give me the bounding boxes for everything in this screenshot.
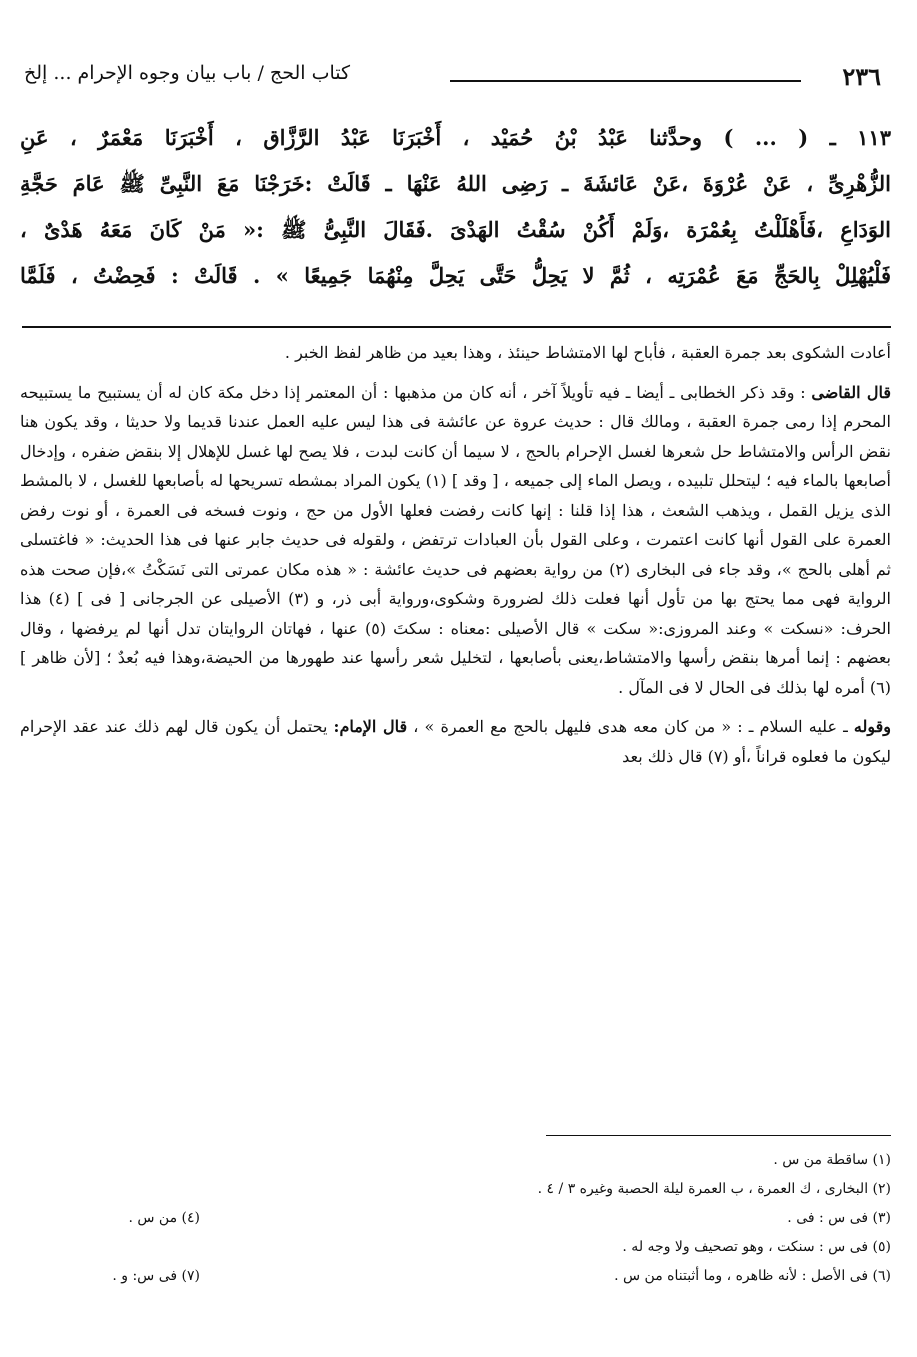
footnote-row bbox=[20, 1175, 891, 1204]
footnote-row bbox=[20, 1146, 891, 1175]
page-number: ٢٣٦ bbox=[842, 62, 881, 91]
hadith-line: فَلْيُهْلِلْ بِالحَجِّ مَعَ عُمْرَتِه ، ثُمَّ لا يَحِلُّ حَتَّى يَحِلَّ مِنْهُمَا جَمِيعًا » . قَالَتْ : فَحِضْتُ ، فَلَمَّا bbox=[20, 263, 891, 288]
footnote-row bbox=[20, 1204, 891, 1233]
section-divider bbox=[22, 326, 891, 328]
hadith-text bbox=[20, 115, 891, 299]
speaker-label: قال القاضى bbox=[811, 382, 891, 402]
footnote: (١) ساقطة من س . bbox=[773, 1152, 891, 1168]
commentary-paragraph bbox=[20, 378, 891, 703]
footnote bbox=[20, 1175, 200, 1204]
running-title: كتاب الحج / باب بيان وجوه الإحرام ... إلخ bbox=[24, 62, 351, 84]
speaker-label: قال الإمام: bbox=[333, 717, 408, 736]
footnotes bbox=[20, 1146, 891, 1291]
commentary-paragraph: أعادت الشكوى بعد جمرة العقبة ، فأباح لها الامتشاط حينئذ ، وهذا بعيد من ظاهر لفظ الخبر . bbox=[284, 343, 891, 362]
paragraph-text: يحتمل أن يكون قال لهم ذلك عند عقد الإحرام ليكون ما فعلوه قراناً ،أو (٧) قال ذلك بعد bbox=[20, 717, 891, 766]
footnote bbox=[20, 1146, 200, 1175]
footnote-row bbox=[20, 1233, 891, 1262]
header-rule bbox=[450, 80, 801, 82]
footnote-divider bbox=[546, 1135, 891, 1136]
hadith-line: الوَدَاعِ ،فَأَهْلَلْتُ بِعُمْرَة ،وَلَمْ أَكُنْ سُقْتُ الهَدْىَ .فَقَالَ النَّبِىُّ ﷺ :« مَنْ كَانَ مَعَهُ هَدْىٌ ، bbox=[20, 217, 891, 242]
footnote: (٧) فى س: و . bbox=[112, 1268, 200, 1284]
hadith-line: الزُّهْرِىِّ ، عَنْ عُرْوَةَ ،عَنْ عَائشَةَ ـ رَضِى اللهُ عَنْهَا ـ قَالَتْ :خَرَجْنَا مَعَ النَّبِىِّ ﷺ عَامَ حَجَّةِ bbox=[20, 171, 891, 196]
commentary-paragraph bbox=[20, 712, 891, 771]
commentary-text bbox=[20, 338, 891, 771]
paragraph-text: ـ عليه السلام ـ : « من كان معه هدى فليهل بالحج مع العمرة » ، bbox=[407, 717, 854, 736]
footnote: (٤) من س . bbox=[128, 1210, 200, 1226]
footnote: (٣) فى س : فى . bbox=[787, 1210, 891, 1226]
running-header bbox=[20, 58, 891, 92]
footnote: (٥) فى س : سنكت ، وهو تصحيف ولا وجه له . bbox=[622, 1239, 891, 1255]
hadith-line: ١١٣ ـ ( ... ) وحدَّثنا عَبْدُ بْنُ حُمَيْد ، أَخْبَرَنَا عَبْدُ الرَّزَّاق ، أَخْبَرَنَا مَعْمَرٌ ، عَنِ bbox=[20, 125, 891, 150]
speaker-label: وقوله bbox=[853, 717, 892, 736]
footnote bbox=[20, 1233, 200, 1262]
footnote: (٢) البخارى ، ك العمرة ، ب العمرة ليلة الحصبة وغيره ٣ / ٤ . bbox=[537, 1181, 891, 1197]
paragraph-text: : وقد ذكر الخطابى ـ أيضا ـ فيه تأويلاً آخر ، أنه كان من مذهبها : أن المعتمر إذا دخل مكة كان له أن يستبيح ما يستبيحه المحرم إذا رمى جمرة العقبة ، ومالك قال : حديث عروة عن عائشة فى هذا ليس عليه العمل عندنا قديما ولا حديثا ، وقد يكون هنا نقض الرأس والامتشاط حل شعرها لغسل الإحرام بالحج ، لا سيما أن كانت لبدت ، فلا يصح لها غسل للإهلال إلا بنقض ضفره ، وإدخال أصابعها بالماء فيه ؛ ليتحلل تلبيده ، ويصل الماء إلى جميعه ، [ وقد ] (١) يكون المراد بمشطه تسريحها له بأصابعها للغسل ، لا بالمشط الذى يزيل القمل ، ويذهب الشعث ، هذا إذا قلنا : إنها كانت رفضت فعلها الأول من حج ، ونوت فسخه فى العمرة ، أو نوت رفض العمرة على القول أنها كانت اعتمرت ، وعلى القول بأن العبادات ترتفض ، ولقوله فى حديث جابر عنها فى هذا الحديث: « فاغتسلى ثم أهلى بالحج »، وقد جاء فى البخارى (٢) من رواية بعضهم فى حديث عائشة : « هذه مكان عمرتى التى نَسَكْتُ »،فإن صحت هذه الرواية فهى مما يحتج بها من تأول أنها فعلت ذلك لضرورة وشكوى،ورواية أبى ذر، و (٣) الأصيلى عن الجرجانى [ فى ] (٤) هذا الحرف: «نسكت » وعند المروزى:« سكت » قال الأصيلى :معناه : سكتَ (٥) عنها ، فهاتان الروايتان تدل أنها لم يرفضها ، وقال بعضهم : إنما أمرها بنقض رأسها والامتشاط،يعنى بأصابعها ، لتخليل شعر رأسها عند طهورها من الحيضة،وهذا فيه بُعدٌ ؛ [لأن ظاهر ] (٦) أمره لها بذلك فى الحال لا فى المآل . bbox=[20, 382, 892, 697]
footnote: (٦) فى الأصل : لأنه ظاهره ، وما أثبتناه من س . bbox=[614, 1268, 891, 1284]
footnote-row bbox=[20, 1262, 891, 1291]
